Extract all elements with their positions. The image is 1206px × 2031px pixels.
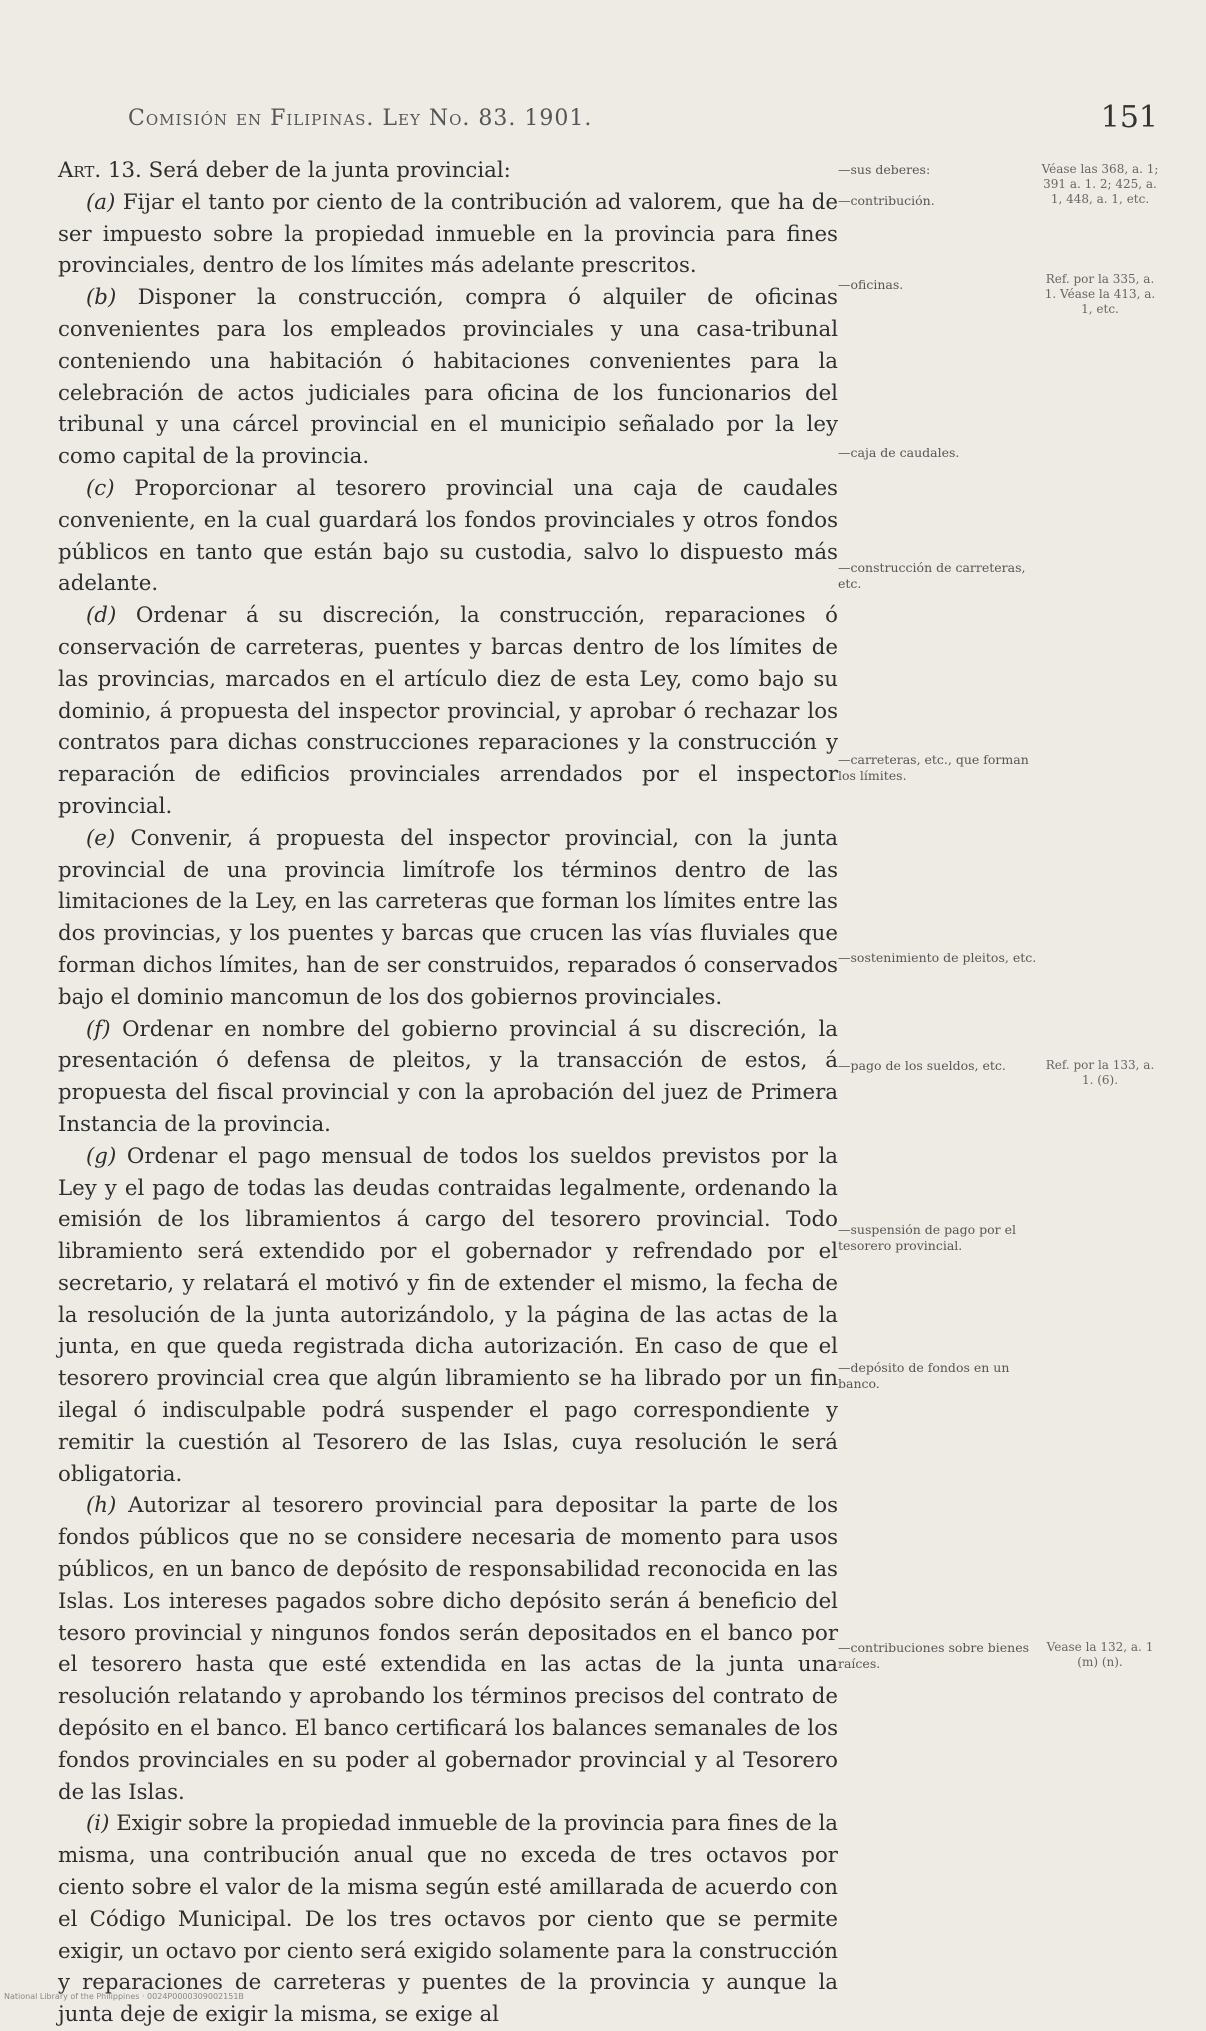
paragraph-text: Convenir, á propuesta del inspector provincial, con la junta provincial de una provincia limítrofe los términos dentro de las limitaciones de la Ley, en las carreteras que forman los límites entre las dos provincias, y los puentes y barcas que crucen las vías fluviales que forman dichos límites, han de ser construidos, reparados ó conservados bajo el dominio mancomun de los dos gobiernos provinciales. — [58, 825, 839, 1010]
marginal-note: —caja de caudales. — [838, 445, 960, 460]
page-header — [128, 100, 1158, 140]
cross-reference: Vease la 132, a. 1 (m) (n). — [1046, 1640, 1154, 1669]
paragraph-label: (e) — [86, 825, 116, 851]
paragraph-label: (b) — [86, 285, 117, 311]
paragraph-label: (g) — [86, 1143, 117, 1169]
paragraph-a — [58, 187, 838, 282]
paragraph-e — [58, 823, 838, 1014]
paragraph-text: Disponer la construcción, compra ó alquiler de oficinas convenientes para los empleados provinciales y una casa-tribunal conteniendo una habitación ó habitaciones convenientes para la celebración de actos judiciales para oficina de los funcionarios del tribunal y una cárcel provincial en el municipio señalado por la ley como capital de la provincia. — [58, 285, 838, 470]
paragraph-text: Autorizar al tesorero provincial para depositar la parte de los fondos públicos que no se considere necesaria de momento para usos públicos, en un banco de depósito de responsabilidad reconocida en las Islas. Los intereses pagados sobre dicho depósito serán á beneficio del tesoro provincial y ningunos fondos serán depositados en el banco por el tesorero hasta que esté extendida en las actas de la junta una resolución relatando y aprobando los términos precisos del contrato de depósito en el banco. El banco certificará los balances semanales de los fondos provinciales en su poder al gobernador provincial y al Tesorero de las Islas. — [58, 1493, 838, 1805]
paragraph-c — [58, 473, 838, 600]
paragraph-d — [58, 600, 838, 823]
paragraph-label: (a) — [86, 189, 116, 215]
paragraph-text: Ordenar el pago mensual de todos los sueldos previstos por la Ley y el pago de todas las deudas contraidas legalmente, ordenando la emisión de los libramientos á cargo del tesorero provincial. Todo libramiento será extendido por el gobernador y refrendado por el secretario, y relatará el motivó y fin de extender el mismo, la fecha de la resolución de la junta autorizándolo, y la página de las actas de la junta, en que queda registrada dicha autorización. En caso de que el tesorero provincial crea que algún libramiento se ha librado por un fin ilegal ó indisculpable podrá suspender el pago correspondiente y remitir la cuestión al Tesorero de las Islas, cuya resolución le será obligatoria. — [58, 1143, 838, 1487]
running-title: Comisión en Filipinas. Ley No. 83. 1901. — [128, 106, 593, 131]
paragraph-f — [58, 1014, 838, 1141]
paragraph-text: Ordenar en nombre del gobierno provincial á su discreción, la presentación ó defensa de pleitos, y la transacción de estos, á propuesta del fiscal provincial y con la aprobación del juez de Primera Instancia de la provincia. — [58, 1016, 838, 1137]
footer-credit: National Library of the Philippines · 0024P0000309002151B — [4, 1992, 244, 2001]
article-body — [58, 155, 838, 2031]
marginal-note: —pago de los sueldos, etc. — [838, 1058, 1006, 1073]
paragraph-g — [58, 1141, 838, 1491]
marginal-note: —depósito de fondos en un banco. — [838, 1360, 1010, 1391]
marginal-note: —construcción de carreteras, etc. — [838, 560, 1026, 591]
marginal-note: —oficinas. — [838, 277, 904, 292]
article-intro — [58, 155, 838, 187]
paragraph-b — [58, 282, 838, 473]
marginal-note: —suspensión de pago por el tesorero provincial. — [838, 1222, 1016, 1253]
paragraph-text: Proporcionar al tesorero provincial una caja de caudales conveniente, en la cual guardará los fondos provinciales y otros fondos públicos en tanto que están bajo su custodia, salvo lo dispuesto más adelante. — [58, 475, 838, 597]
paragraph-label: (i) — [86, 1811, 110, 1837]
cross-reference: Ref. por la 335, a. 1. Véase la 413, a. 1, etc. — [1044, 272, 1156, 316]
paragraph-text: Ordenar á su discreción, la construcción, reparaciones ó conservación de carreteras, puentes y barcas dentro de los límites de las provincias, marcados en el artículo diez de esta Ley, como bajo su dominio, á propuesta del inspector provincial, y aprobar ó rechazar los contratos para dichas construcciones reparaciones y la construcción y reparación de edificios provinciales arrendados por el inspector provincial. — [58, 603, 838, 819]
cross-reference: Véase las 368, a. 1; 391 a. 1. 2; 425, a. 1, 448, a. 1, etc. — [1041, 162, 1159, 206]
marginal-note: —carreteras, etc., que forman los límites. — [838, 752, 1029, 783]
article-number: Art. 13. — [58, 158, 142, 183]
page-number: 151 — [1100, 100, 1158, 135]
cross-reference: Ref. por la 133, a. 1. (6). — [1045, 1058, 1155, 1087]
marginal-note: —contribución. — [838, 193, 935, 208]
paragraph-label: (c) — [86, 475, 115, 501]
paragraph-h — [58, 1490, 838, 1808]
paragraph-text: Fijar el tanto por ciento de la contribución ad valorem, que ha de ser impuesto sobre la propiedad inmueble en la provincia para fines provinciales, dentro de los límites más adelante prescritos. — [58, 189, 838, 279]
marginal-note: —sostenimiento de pleitos, etc. — [838, 950, 1037, 965]
marginal-note: —sus deberes: — [838, 162, 931, 177]
paragraph-text: Exigir sobre la propiedad inmueble de la provincia para fines de la misma, una contribución anual que no exceda de tres octavos por ciento sobre el valor de la misma según esté amillarada de acuerdo con el Código Municipal. De los tres octavos por ciento que se permite exigir, un octavo por ciento será exigido solamente para la construcción y reparaciones de carreteras y puentes de la provincia y aunque la junta deje de exigir la misma, se exige al — [58, 1811, 838, 2028]
article-intro-text: Será deber de la junta provincial: — [148, 158, 511, 183]
paragraph-label: (f) — [86, 1016, 111, 1042]
marginal-note: —contribuciones sobre bienes raíces. — [838, 1640, 1030, 1671]
paragraph-label: (d) — [86, 603, 117, 629]
paragraph-label: (h) — [86, 1493, 117, 1519]
